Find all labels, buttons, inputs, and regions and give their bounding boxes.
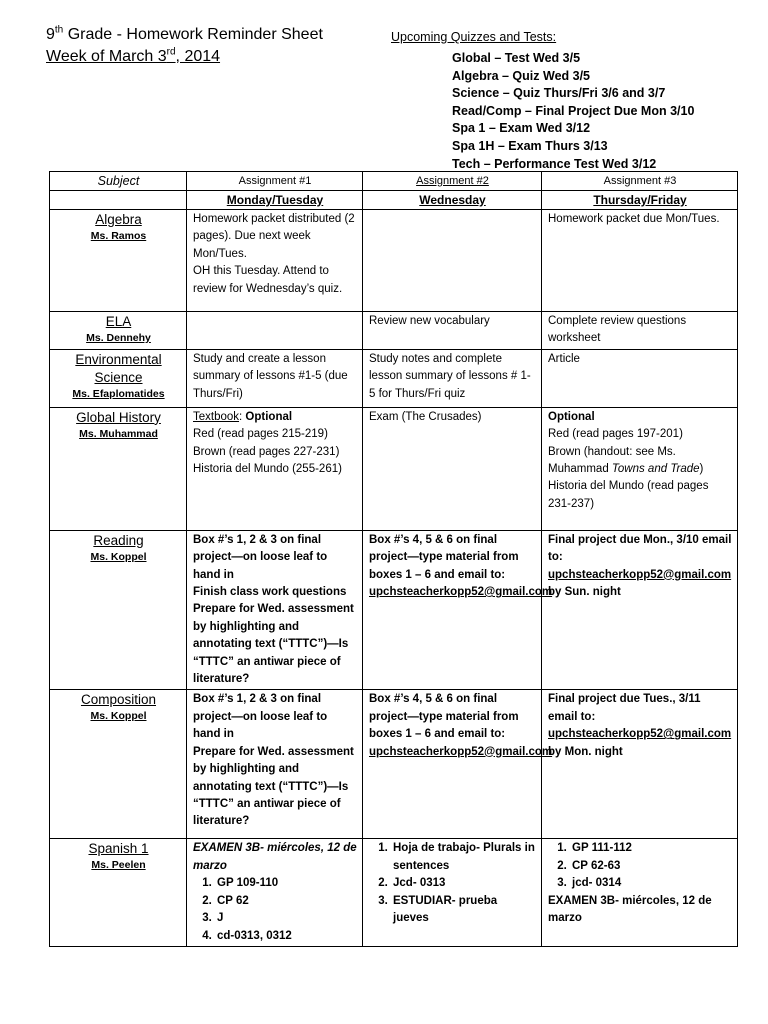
- brown-text: Brown (handout: see Ms. Muhammad: [548, 445, 676, 476]
- list-item: 1. Hoja de trabajo- Plurals in sentences: [391, 840, 536, 875]
- list-item: 3. J: [215, 910, 357, 927]
- table-row-reading: [50, 530, 738, 690]
- assignment-2-cell: Review new vocabulary: [363, 312, 542, 350]
- list-item: 4. cd-0313, 0312: [215, 928, 357, 945]
- list-item: 3. ESTUDIAR- prueba jueves: [391, 893, 536, 928]
- assignment-2-cell: [363, 210, 542, 312]
- page-title: 9th Grade - Homework Reminder Sheet: [46, 24, 323, 43]
- subject-name: Algebra: [95, 212, 142, 227]
- subject-name: Global History: [76, 409, 161, 425]
- assignment-list: [369, 840, 536, 927]
- table-row-spanish: [50, 839, 738, 947]
- subject-name: ELA: [105, 314, 132, 329]
- assignment-3-cell: [542, 839, 738, 947]
- teacher-name: Ms. Muhammad: [79, 427, 158, 440]
- assignment-3-cell: [542, 690, 738, 839]
- table-row-ela: [50, 312, 738, 350]
- email-link[interactable]: upchsteacherkopp52@gmail.com: [548, 728, 732, 741]
- day-header-row: [50, 191, 738, 210]
- optional-label: Optional: [548, 410, 595, 423]
- quizzes-heading: Upcoming Quizzes and Tests:: [391, 30, 557, 44]
- list-item: 1. GP 109-110: [215, 875, 357, 892]
- subject-cell: [50, 312, 187, 350]
- upcoming-quizzes: [391, 28, 694, 173]
- assignment-line: Prepare for Wed. assessment by highlighting and annotating text (“TTTC”)—Is “TTTC” an antiwar piece of literature?: [193, 603, 354, 686]
- assignment-header-row: [50, 172, 738, 191]
- teacher-name: Ms. Koppel: [90, 710, 147, 723]
- subject-cell: [50, 530, 187, 690]
- assignment-3-header: Assignment #3: [542, 172, 738, 191]
- subject-name: [56, 840, 181, 858]
- subject-name: Environmental Science: [75, 351, 162, 385]
- teacher-name: Ms. Peelen: [91, 859, 146, 872]
- subject-number: 1: [141, 841, 149, 857]
- assignment-text: Final project due Tues., 3/11 email to:: [548, 693, 701, 723]
- assignment-3-cell: Homework packet due Mon/Tues.: [542, 210, 738, 312]
- assignment-1-cell: [187, 690, 363, 839]
- table-row-science: [50, 349, 738, 407]
- table-row-composition: [50, 690, 738, 839]
- colon: :: [239, 410, 246, 423]
- teacher-name: Ms. Koppel: [90, 550, 147, 563]
- teacher-name: Ms. Ramos: [90, 230, 147, 242]
- assignment-3-cell: Article: [542, 349, 738, 407]
- assignment-2-cell: Study notes and complete lesson summary of lessons # 1-5 for Thurs/Fri quiz: [363, 349, 542, 407]
- list-item: 2. Jcd- 0313: [391, 875, 536, 892]
- assignment-text: Final project due Mon., 3/10 email to:: [548, 533, 732, 564]
- quiz-list: [452, 50, 694, 173]
- day-header-mon-tue: Monday/Tuesday: [187, 191, 363, 210]
- assignment-2-cell: [363, 690, 553, 839]
- teacher-name: Ms. Efaplomatides: [72, 387, 165, 400]
- assignment-3-cell: [542, 407, 738, 530]
- assignment-3-cell: [542, 530, 738, 690]
- day-header-thu-fri: Thursday/Friday: [542, 191, 738, 210]
- table-row-global-history: [50, 407, 738, 530]
- assignment-list: [548, 840, 732, 892]
- assignment-line: Brown (read pages 227-231): [193, 445, 340, 458]
- assignment-line: Homework packet distributed (2 pages). Due next week Mon/Tues.: [193, 213, 355, 260]
- quiz-item: Spa 1 – Exam Wed 3/12: [452, 121, 591, 136]
- deadline-text: by Sun. night: [548, 586, 621, 599]
- assignment-line: OH this Tuesday. Attend to review for Wednesday’s quiz.: [193, 265, 343, 295]
- subject-cell: [50, 210, 187, 312]
- assignment-line: Box #’s 1, 2 & 3 on final project—on loose leaf to hand in: [193, 693, 328, 741]
- textbook-label: Textbook: [193, 410, 240, 423]
- assignment-1-cell: [187, 530, 363, 690]
- assignment-line: Finish class work questions: [193, 586, 347, 599]
- assignment-1-cell: [187, 312, 363, 350]
- subject-cell: [50, 690, 187, 839]
- sheet-header: [46, 24, 323, 68]
- assignment-1-cell: [187, 407, 363, 530]
- assignment-text: Box #’s 4, 5 & 6 on final project—type material from boxes 1 – 6 and email to:: [369, 533, 519, 581]
- deadline-text: by Mon. night: [548, 745, 623, 758]
- optional-label: Optional: [245, 410, 293, 423]
- assignment-1-header: Assignment #1: [187, 172, 363, 191]
- quiz-item: Tech – Performance Test Wed 3/12: [452, 156, 657, 171]
- book-title: Towns and Trade: [611, 463, 700, 476]
- quiz-item: Science – Quiz Thurs/Fri 3/6 and 3/7: [452, 86, 666, 101]
- assignment-2-header: Assignment #2: [363, 172, 542, 191]
- email-link[interactable]: upchsteacherkopp52@gmail.com: [369, 745, 553, 758]
- assignment-list: [193, 875, 357, 945]
- subject-name: Composition: [80, 692, 157, 708]
- subject-header: Subject: [50, 172, 187, 191]
- list-item: 2. CP 62: [215, 893, 357, 910]
- email-link[interactable]: upchsteacherkopp52@gmail.com: [548, 568, 732, 581]
- table-row-algebra: [50, 210, 738, 312]
- list-item: 3. jcd- 0314: [570, 875, 732, 892]
- assignment-line: Historia del Mundo (read pages 231-237): [548, 480, 709, 510]
- assignment-line: [548, 444, 732, 479]
- assignment-line: Prepare for Wed. assessment by highlighting and annotating text (“TTTC”)—Is “TTTC” an antiwar piece of literature?: [193, 745, 354, 828]
- exam-note: EXAMEN 3B- miércoles, 12 de marzo: [548, 894, 712, 925]
- assignment-1-cell: Study and create a lesson summary of lessons #1-5 (due Thurs/Fri): [187, 349, 363, 407]
- list-item: 1. GP 111-112: [570, 840, 732, 857]
- quiz-item: Spa 1H – Exam Thurs 3/13: [452, 138, 608, 153]
- assignment-text: Box #’s 4, 5 & 6 on final project—type material from boxes 1 – 6 and email to:: [369, 693, 519, 741]
- homework-table: [49, 171, 738, 947]
- assignment-2-cell: [363, 530, 553, 690]
- subject-name: Reading: [93, 532, 144, 548]
- email-link[interactable]: upchsteacherkopp52@gmail.com: [369, 586, 553, 599]
- teacher-name: Ms. Dennehy: [86, 332, 151, 344]
- blank-cell: [50, 191, 187, 210]
- assignment-line: Red (read pages 197-201): [548, 428, 683, 441]
- assignment-1-cell: [187, 210, 363, 312]
- subject-cell: [50, 349, 187, 407]
- assignment-2-cell: Exam (The Crusades): [363, 407, 542, 530]
- assignment-1-cell: [187, 839, 363, 947]
- subject-text: Spanish: [88, 841, 142, 857]
- assignment-line: Box #’s 1, 2 & 3 on final project—on loose leaf to hand in: [193, 533, 328, 581]
- quiz-item: Algebra – Quiz Wed 3/5: [452, 68, 591, 83]
- quiz-item: Read/Comp – Final Project Due Mon 3/10: [452, 103, 695, 118]
- assignment-3-cell: Complete review questions worksheet: [542, 312, 738, 350]
- assignment-line: Historia del Mundo (255-261): [193, 463, 342, 476]
- textbook-line: [193, 409, 357, 426]
- list-item: 2. CP 62-63: [570, 858, 732, 875]
- day-header-wed: Wednesday: [363, 191, 542, 210]
- exam-note: EXAMEN 3B- miércoles, 12 de marzo: [193, 842, 357, 872]
- subject-cell: [50, 839, 187, 947]
- assignment-2-cell: [363, 839, 542, 947]
- week-label: Week of March 3rd, 2014: [46, 46, 221, 65]
- assignment-line: Red (read pages 215-219): [193, 428, 328, 441]
- quiz-item: Global – Test Wed 3/5: [452, 51, 581, 65]
- close-paren: ): [699, 463, 704, 476]
- subject-cell: [50, 407, 187, 530]
